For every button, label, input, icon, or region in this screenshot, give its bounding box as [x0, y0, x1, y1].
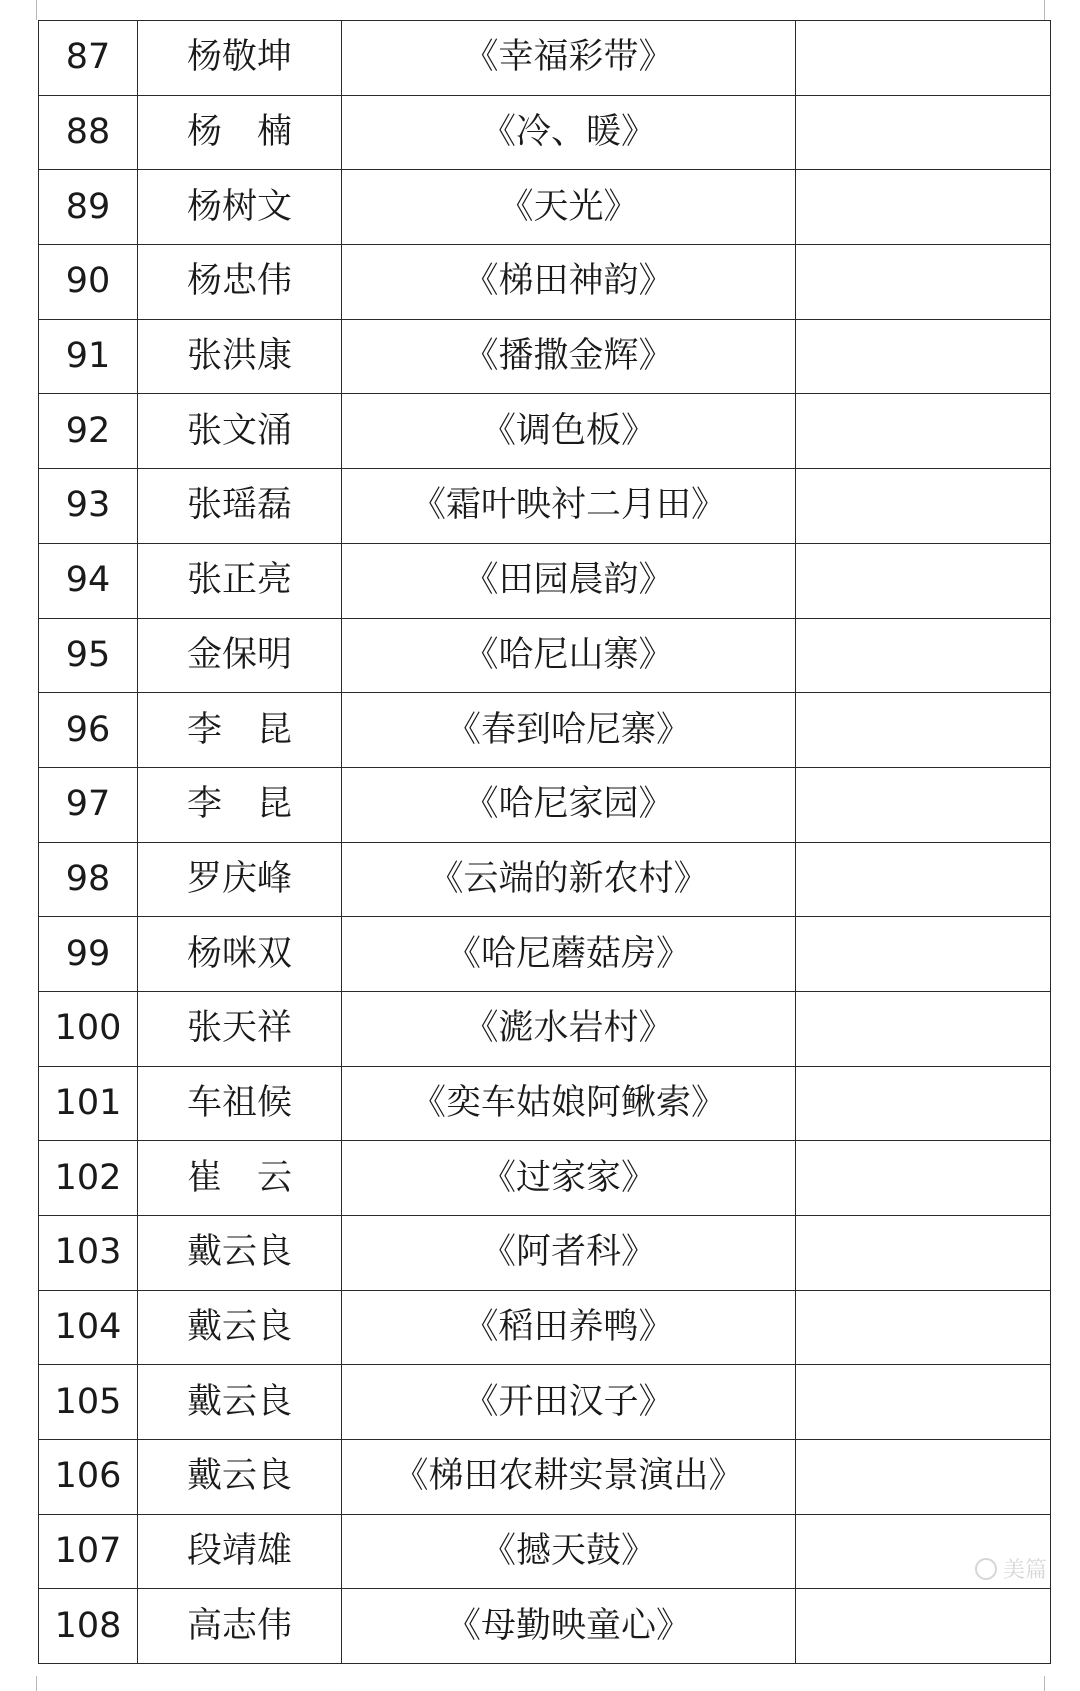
note-cell	[796, 170, 1051, 245]
work-title: 《稻田养鸭》	[342, 1290, 796, 1365]
author-name: 戴云良	[138, 1440, 342, 1515]
entry-number: 100	[39, 991, 138, 1066]
note-cell	[796, 1290, 1051, 1365]
author-name: 杨咪双	[138, 917, 342, 992]
table-row	[39, 170, 1051, 245]
note-cell	[796, 394, 1051, 469]
author-name: 杨忠伟	[138, 245, 342, 320]
note-cell	[796, 1141, 1051, 1216]
author-name: 罗庆峰	[138, 842, 342, 917]
author-name: 张天祥	[138, 991, 342, 1066]
note-cell	[796, 1365, 1051, 1440]
work-title: 《撼天鼓》	[342, 1514, 796, 1589]
note-cell	[796, 767, 1051, 842]
work-title: 《梯田农耕实景演出》	[342, 1440, 796, 1515]
page-corner-mark	[36, 0, 37, 20]
work-title: 《幸福彩带》	[342, 21, 796, 96]
table-row	[39, 1066, 1051, 1141]
work-title: 《阿者科》	[342, 1216, 796, 1291]
table-row	[39, 1216, 1051, 1291]
entry-number: 107	[39, 1514, 138, 1589]
author-name: 崔 云	[138, 1141, 342, 1216]
author-name: 张洪康	[138, 319, 342, 394]
author-name: 杨树文	[138, 170, 342, 245]
entry-number: 96	[39, 693, 138, 768]
author-name: 高志伟	[138, 1589, 342, 1664]
author-name: 戴云良	[138, 1290, 342, 1365]
work-title: 《霜叶映衬二月田》	[342, 469, 796, 544]
work-title: 《冷、暖》	[342, 95, 796, 170]
work-title: 《天光》	[342, 170, 796, 245]
table-row	[39, 1514, 1051, 1589]
table-row	[39, 693, 1051, 768]
entry-number: 108	[39, 1589, 138, 1664]
table-row	[39, 394, 1051, 469]
note-cell	[796, 1216, 1051, 1291]
table-row	[39, 842, 1051, 917]
table-row	[39, 469, 1051, 544]
meipian-logo-icon	[975, 1558, 997, 1580]
author-name: 金保明	[138, 618, 342, 693]
note-cell	[796, 618, 1051, 693]
note-cell	[796, 1440, 1051, 1515]
author-name: 车祖候	[138, 1066, 342, 1141]
work-title: 《调色板》	[342, 394, 796, 469]
work-title: 《哈尼家园》	[342, 767, 796, 842]
work-title: 《过家家》	[342, 1141, 796, 1216]
page-corner-mark	[1044, 0, 1045, 20]
work-title: 《奕车姑娘阿鳅索》	[342, 1066, 796, 1141]
table-row	[39, 319, 1051, 394]
author-name: 戴云良	[138, 1365, 342, 1440]
page-corner-mark	[36, 1676, 37, 1691]
table-row	[39, 543, 1051, 618]
note-cell	[796, 1066, 1051, 1141]
author-name: 李 昆	[138, 693, 342, 768]
table-row	[39, 21, 1051, 96]
author-name: 张正亮	[138, 543, 342, 618]
author-name: 戴云良	[138, 1216, 342, 1291]
work-title: 《开田汉子》	[342, 1365, 796, 1440]
note-cell	[796, 842, 1051, 917]
page-corner-mark	[1044, 1676, 1045, 1691]
entry-number: 106	[39, 1440, 138, 1515]
table-row	[39, 1365, 1051, 1440]
entry-table-body	[39, 21, 1051, 1664]
author-name: 张瑶磊	[138, 469, 342, 544]
author-name: 杨敬坤	[138, 21, 342, 96]
note-cell	[796, 917, 1051, 992]
table-row	[39, 245, 1051, 320]
table-row	[39, 1141, 1051, 1216]
entry-number: 102	[39, 1141, 138, 1216]
entry-number: 105	[39, 1365, 138, 1440]
entry-number: 101	[39, 1066, 138, 1141]
entry-number: 91	[39, 319, 138, 394]
table-row	[39, 1440, 1051, 1515]
entry-number: 93	[39, 469, 138, 544]
note-cell	[796, 1589, 1051, 1664]
note-cell	[796, 693, 1051, 768]
work-title: 《田园晨韵》	[342, 543, 796, 618]
author-name: 张文涌	[138, 394, 342, 469]
note-cell	[796, 543, 1051, 618]
author-name: 杨 楠	[138, 95, 342, 170]
entry-number: 88	[39, 95, 138, 170]
entry-number: 99	[39, 917, 138, 992]
entry-number: 89	[39, 170, 138, 245]
entry-number: 94	[39, 543, 138, 618]
work-title: 《播撒金辉》	[342, 319, 796, 394]
work-title: 《滮水岩村》	[342, 991, 796, 1066]
work-title: 《梯田神韵》	[342, 245, 796, 320]
work-title: 《哈尼山寨》	[342, 618, 796, 693]
work-title: 《春到哈尼寨》	[342, 693, 796, 768]
entry-number: 92	[39, 394, 138, 469]
table-row	[39, 1589, 1051, 1664]
table-row	[39, 767, 1051, 842]
entry-number: 90	[39, 245, 138, 320]
note-cell	[796, 991, 1051, 1066]
note-cell	[796, 469, 1051, 544]
note-cell	[796, 245, 1051, 320]
author-name: 段靖雄	[138, 1514, 342, 1589]
table-row	[39, 991, 1051, 1066]
work-title: 《哈尼蘑菇房》	[342, 917, 796, 992]
entry-number: 87	[39, 21, 138, 96]
work-title: 《云端的新农村》	[342, 842, 796, 917]
table-row	[39, 618, 1051, 693]
entry-number: 104	[39, 1290, 138, 1365]
table-row	[39, 1290, 1051, 1365]
work-title: 《母勤映童心》	[342, 1589, 796, 1664]
note-cell	[796, 95, 1051, 170]
author-name: 李 昆	[138, 767, 342, 842]
table-row	[39, 95, 1051, 170]
note-cell	[796, 21, 1051, 96]
table-row	[39, 917, 1051, 992]
entry-number: 95	[39, 618, 138, 693]
entry-number: 97	[39, 767, 138, 842]
entry-table	[38, 20, 1051, 1664]
entry-number: 103	[39, 1216, 138, 1291]
watermark	[975, 1553, 1047, 1584]
watermark-text: 美篇	[1003, 1558, 1048, 1583]
entry-number: 98	[39, 842, 138, 917]
note-cell	[796, 319, 1051, 394]
